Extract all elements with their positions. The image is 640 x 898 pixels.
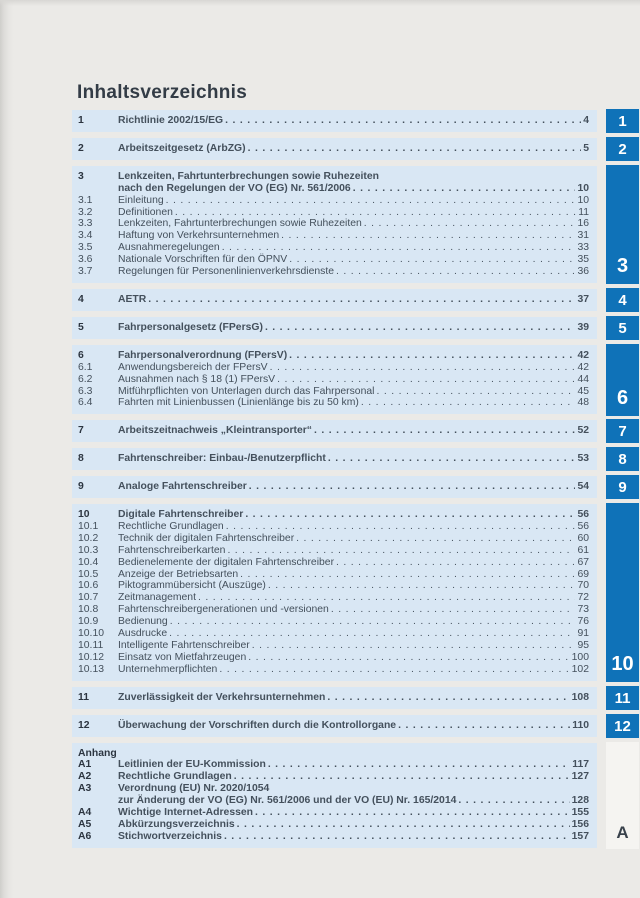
toc-entry-number: 3.2	[78, 206, 93, 218]
toc-section-band-4	[72, 289, 597, 311]
toc-entry-A1	[72, 759, 597, 771]
dot-leader	[224, 831, 570, 843]
toc-entry-number: 5	[78, 321, 84, 333]
section-tab-12	[606, 714, 639, 738]
dot-leader	[296, 533, 575, 545]
dot-leader	[364, 218, 576, 230]
section-tab-2	[606, 137, 639, 161]
toc-entry-number: A6	[78, 830, 92, 842]
toc-entry-title: zur Änderung der VO (EG) Nr. 561/2006 und der VO (EU) Nr. 165/2014	[118, 795, 457, 807]
toc-entry-number: 10.7	[78, 592, 99, 604]
toc-entry-10.8	[72, 604, 597, 616]
toc-entry-line	[118, 171, 597, 183]
section-tab-label: 7	[618, 422, 627, 440]
toc-entry-number: 3	[78, 170, 84, 182]
toc-entry-number: 10.12	[78, 651, 105, 663]
toc-entry-number: 10.3	[78, 544, 99, 556]
toc-entry-8	[72, 453, 597, 465]
toc-entry-number: 6.3	[78, 385, 93, 397]
toc-entry-number: 10.8	[78, 604, 99, 616]
toc-entry-number: 11	[78, 691, 89, 703]
toc-entry-page-number: 42	[577, 361, 589, 373]
toc-entry-page-number: 44	[577, 373, 589, 385]
toc-entry-2	[72, 143, 597, 155]
dot-leader	[148, 294, 575, 306]
toc-entry-number: 6.4	[78, 397, 93, 409]
toc-entry-10.9	[72, 616, 597, 628]
toc-entry-title: Einleitung	[118, 194, 164, 206]
toc-entry-line	[118, 374, 597, 386]
toc-entry-title: Anzeige der Betriebsarten	[118, 568, 239, 580]
dot-leader	[198, 592, 575, 604]
section-tab-A	[606, 742, 639, 849]
toc-entry-title: nach den Regelungen der VO (EG) Nr. 561/2006	[118, 182, 351, 194]
toc-entry-number: 6.1	[78, 361, 93, 373]
toc-section-band-2	[72, 138, 597, 160]
toc-entry-10.13	[72, 664, 597, 676]
toc-entry-number: 4	[78, 293, 84, 305]
toc-entry-4	[72, 294, 597, 306]
toc-entry-page-number: 110	[572, 719, 589, 731]
toc-entry-number: A5	[78, 818, 92, 830]
toc-entry-number: 3.1	[78, 194, 93, 206]
dot-leader	[175, 207, 576, 219]
section-tab-4	[606, 288, 639, 312]
toc-entry-A3	[72, 783, 597, 807]
toc-entry-title: Rechtliche Grundlagen	[118, 520, 224, 532]
toc-entry-line	[118, 183, 597, 195]
section-tab-7	[606, 419, 639, 443]
toc-section-band-A	[72, 743, 597, 848]
toc-entry-number: 10.6	[78, 580, 99, 592]
toc-entry-line	[118, 362, 597, 374]
dot-leader	[240, 569, 575, 581]
toc-entry-number: 10.10	[78, 628, 105, 640]
toc-entry-line	[118, 218, 597, 230]
dot-leader	[237, 819, 570, 831]
toc-entry-10.1	[72, 521, 597, 533]
toc-entry-title: AETR	[118, 293, 147, 305]
dot-leader	[170, 616, 576, 628]
toc-entry-title: Nationale Vorschriften für den ÖPNV	[118, 254, 288, 266]
section-tab-label: 10	[611, 653, 634, 675]
toc-entry-number: 10.11	[78, 640, 104, 651]
dot-leader	[289, 350, 575, 362]
toc-entry-11	[72, 692, 597, 704]
toc-entry-line	[118, 350, 597, 362]
toc-entry-page-number: 10	[577, 182, 589, 194]
toc-entry-page-number: 60	[577, 532, 589, 544]
toc-entry-10.2	[72, 533, 597, 545]
toc-section-band-10	[72, 504, 597, 681]
dot-leader	[328, 453, 576, 465]
section-tab-label: A	[616, 823, 629, 842]
toc-entry-page-number: 56	[577, 509, 589, 521]
toc-entry-page-number: 42	[577, 349, 589, 361]
toc-entry-page-number: 35	[577, 254, 589, 266]
toc-entry-page-number: 91	[577, 628, 589, 640]
toc-entry-title: Ausdrucke	[118, 628, 168, 640]
toc-entry-line	[118, 592, 597, 604]
dot-leader	[248, 652, 569, 664]
toc-entry-page-number: 33	[577, 242, 589, 254]
section-tab-6	[606, 344, 639, 416]
toc-entry-10.4	[72, 557, 597, 569]
dot-leader	[169, 628, 575, 640]
toc-entry-6.4	[72, 397, 597, 409]
toc-entry-title: Ausnahmeregelungen	[118, 242, 220, 254]
dot-leader	[245, 509, 575, 521]
toc-entry-title: Lenkzeiten, Fahrtunterbrechungen sowie Ruhezeiten	[118, 170, 379, 182]
dot-leader	[398, 720, 570, 732]
section-tab-label: 12	[614, 717, 631, 735]
toc-entry-6	[72, 350, 597, 362]
toc-entry-line	[118, 616, 597, 628]
toc-entry-10.11	[72, 640, 597, 652]
toc-entry-page-number: 100	[571, 651, 589, 663]
toc-entry-3.6	[72, 254, 597, 266]
toc-entry-number: A4	[78, 807, 92, 819]
toc-entry-page-number: 54	[577, 481, 589, 493]
dot-leader	[268, 580, 576, 592]
toc-entry-line	[118, 533, 597, 545]
toc-entry-line	[118, 266, 597, 278]
toc-entry-page-number: 108	[571, 691, 589, 703]
toc-entry-number: A2	[78, 771, 92, 783]
toc-entry-page-number: 45	[577, 385, 589, 397]
toc-entry-3.1	[72, 195, 597, 207]
toc-entry-title: Fahrten mit Linienbussen (Linienlänge bis zu 50 km)	[118, 397, 359, 409]
section-tab-label: 3	[616, 255, 629, 277]
toc-entry-page-number: 37	[577, 293, 589, 305]
toc-entry-10.7	[72, 592, 597, 604]
toc-entry-title: Abkürzungsverzeichnis	[118, 818, 235, 830]
toc-entry-A5	[72, 819, 597, 831]
toc-entry-line	[118, 386, 597, 398]
section-tab-label: 2	[618, 140, 627, 158]
toc-entry-number: 3.7	[78, 266, 93, 278]
toc-entry-7	[72, 425, 597, 437]
toc-entry-title: Arbeitszeitnachweis „Kleintransporter“	[118, 425, 313, 437]
toc-entry-title: Wichtige Internet-Adressen	[118, 807, 254, 819]
toc-entry-number: 2	[78, 142, 84, 154]
dot-leader	[225, 115, 581, 127]
toc-entry-page-number: 53	[577, 453, 589, 465]
toc-entry-title: Definitionen	[118, 206, 173, 218]
toc-entry-10	[72, 509, 597, 521]
toc-entry-number: 10.2	[78, 532, 99, 544]
toc-entry-title: Ausnahmen nach § 18 (1) FPersV	[118, 373, 276, 385]
dot-leader	[336, 557, 575, 569]
toc-entry-title: Fahrtenschreibergenerationen und -versionen	[118, 604, 329, 616]
toc-entry-A4	[72, 807, 597, 819]
toc-entry-title: Unternehmerpflichten	[118, 663, 218, 675]
toc-entry-title: Analoge Fahrtenschreiber	[118, 481, 247, 493]
toc-entry-number: 12	[78, 719, 90, 731]
toc-entry-title: Fahrtenschreiberkarten	[118, 544, 226, 556]
toc-entry-page-number: 70	[577, 580, 589, 592]
section-tab-3	[606, 165, 639, 284]
toc-entry-line	[118, 425, 597, 437]
section-tab-8	[606, 447, 639, 471]
dot-leader	[252, 640, 576, 652]
section-tab-label: 4	[618, 291, 627, 309]
toc-section-band-8	[72, 448, 597, 470]
toc-entry-number: 10.9	[78, 616, 99, 628]
toc-entry-title: Richtlinie 2002/15/EG	[118, 115, 224, 126]
toc-section-band-1	[72, 110, 597, 132]
dot-leader	[234, 771, 570, 783]
toc-entry-line	[118, 720, 597, 732]
dot-leader	[226, 521, 576, 533]
toc-entry-6.1	[72, 362, 597, 374]
toc-entry-1	[72, 115, 597, 127]
toc-entry-line	[118, 640, 597, 652]
toc-entry-title: Arbeitszeitgesetz (ArbZG)	[118, 142, 246, 154]
toc-entry-line	[118, 207, 597, 219]
toc-entry-line	[118, 807, 597, 819]
toc-entry-10.10	[72, 628, 597, 640]
toc-entry-page-number: 157	[571, 830, 589, 842]
dot-leader	[458, 795, 569, 807]
toc-entry-number: A1	[78, 759, 92, 771]
toc-section-band-3	[72, 166, 597, 283]
toc-entry-line	[118, 397, 597, 409]
toc-entry-line	[118, 294, 597, 306]
toc-entry-line	[118, 521, 597, 533]
section-tab-1	[606, 109, 639, 133]
dot-leader	[361, 397, 576, 409]
toc-entry-title: Technik der digitalen Fahrtenschreiber	[118, 532, 295, 544]
dot-leader	[227, 545, 575, 557]
section-tab-11	[606, 686, 639, 710]
toc-entry-page-number: 155	[571, 807, 589, 819]
toc-entry-3.4	[72, 230, 597, 242]
toc-entry-number: 3.3	[78, 218, 93, 230]
dot-leader	[336, 266, 575, 278]
toc-section-band-9	[72, 476, 597, 498]
toc-entry-line	[118, 604, 597, 616]
toc-section-band-11	[72, 687, 597, 709]
toc-entry-title: Digitale Fahrtenschreiber	[118, 509, 244, 521]
toc-entry-number: 9	[78, 481, 84, 493]
toc-entry-number: 10.5	[78, 568, 99, 580]
toc-entry-A2	[72, 771, 597, 783]
dot-leader	[248, 143, 582, 155]
toc-entry-line	[118, 230, 597, 242]
toc-entry-line	[118, 569, 597, 581]
toc-entry-title: Fahrpersonalgesetz (FPersG)	[118, 321, 263, 333]
toc-entry-page-number: 128	[571, 795, 589, 807]
dot-leader	[270, 362, 576, 374]
toc-entry-line	[118, 692, 597, 704]
toc-entry-page-number: 52	[577, 425, 589, 437]
toc-entry-page-number: 67	[577, 556, 589, 568]
toc-appendix-label	[72, 748, 597, 760]
dot-leader	[277, 374, 575, 386]
toc-entry-6.2	[72, 374, 597, 386]
toc-entry-title: Anwendungsbereich der FPersV	[118, 361, 268, 373]
toc-entry-line	[118, 453, 597, 465]
toc-entry-12	[72, 720, 597, 732]
dot-leader	[331, 604, 576, 616]
toc-entry-title: Fahrpersonalverordnung (FPersV)	[118, 349, 288, 361]
toc-list	[72, 110, 597, 854]
toc-appendix-label-text: Anhang	[78, 747, 117, 759]
toc-entry-page-number: 4	[583, 115, 589, 126]
toc-entry-page-number: 72	[577, 592, 589, 604]
dot-leader	[327, 692, 569, 704]
toc-entry-6.3	[72, 386, 597, 398]
toc-entry-page-number: 102	[571, 663, 589, 675]
toc-entry-line	[118, 771, 597, 783]
section-tab-label: 11	[614, 689, 631, 707]
toc-entry-3.2	[72, 207, 597, 219]
toc-entry-page-number: 117	[572, 759, 589, 771]
toc-entry-page-number: 48	[577, 397, 589, 409]
toc-entry-3.3	[72, 218, 597, 230]
toc-entry-number: A3	[78, 783, 92, 795]
toc-entry-line	[118, 783, 597, 795]
toc-entry-page-number: 39	[577, 321, 589, 333]
toc-entry-page-number: 69	[577, 568, 589, 580]
dot-leader	[255, 807, 570, 819]
toc-entry-page-number: 5	[583, 142, 589, 154]
dot-leader	[166, 195, 576, 207]
toc-entry-line	[118, 115, 597, 127]
toc-entry-number: 10	[78, 509, 90, 521]
toc-entry-title: Stichwortverzeichnis	[118, 830, 222, 842]
toc-entry-page-number: 61	[577, 544, 589, 556]
toc-entry-line	[118, 509, 597, 521]
toc-entry-10.3	[72, 545, 597, 557]
toc-entry-title: Bedienelemente der digitalen Fahrtenschreiber	[118, 556, 335, 568]
toc-entry-page-number: 11	[578, 206, 589, 218]
toc-entry-number: 3.5	[78, 242, 93, 254]
toc-entry-title: Lenkzeiten, Fahrtunterbrechungen sowie Ruhezeiten	[118, 218, 362, 230]
toc-entry-title: Einsatz von Mietfahrzeugen	[118, 651, 247, 663]
section-tab-9	[606, 475, 639, 499]
toc-entry-page-number: 76	[577, 616, 589, 628]
toc-entry-number: 7	[78, 425, 84, 437]
toc-entry-10.5	[72, 569, 597, 581]
toc-entry-page-number: 36	[577, 266, 589, 278]
toc-entry-line	[118, 557, 597, 569]
section-tab-label: 1	[618, 112, 627, 130]
dot-leader	[265, 322, 576, 334]
toc-entry-line	[118, 759, 597, 771]
toc-entry-3.7	[72, 266, 597, 278]
dot-leader	[222, 242, 576, 254]
toc-entry-title: Piktogrammübersicht (Auszüge)	[118, 580, 266, 592]
toc-entry-line	[118, 195, 597, 207]
dot-leader	[219, 664, 569, 676]
toc-entry-title: Mitführpflichten von Unterlagen durch das Fahrpersonal	[118, 385, 375, 397]
toc-section-band-5	[72, 317, 597, 339]
toc-entry-line	[118, 652, 597, 664]
dot-leader	[314, 425, 575, 437]
toc-entry-page-number: 95	[577, 640, 589, 651]
dot-leader	[353, 183, 576, 195]
dot-leader	[376, 386, 575, 398]
toc-entry-10.12	[72, 652, 597, 664]
dot-leader	[268, 759, 570, 771]
section-tab-5	[606, 316, 639, 340]
toc-entry-title: Bedienung	[118, 616, 168, 628]
section-tab-label: 6	[616, 387, 629, 409]
toc-section-band-7	[72, 420, 597, 442]
toc-entry-title: Haftung von Verkehrsunternehmen	[118, 230, 280, 242]
toc-entry-5	[72, 322, 597, 334]
toc-entry-line	[118, 242, 597, 254]
toc-entry-page-number: 127	[571, 771, 589, 783]
section-tab-10	[606, 503, 639, 682]
toc-entry-page-number: 31	[577, 230, 589, 242]
toc-entry-page-number: 73	[577, 604, 589, 616]
toc-entry-line	[118, 580, 597, 592]
toc-entry-number: 6	[78, 349, 84, 361]
toc-entry-title: Verordnung (EU) Nr. 2020/1054	[118, 783, 270, 795]
toc-entry-10.6	[72, 580, 597, 592]
toc-entry-title: Rechtliche Grundlagen	[118, 771, 232, 783]
toc-section-band-12	[72, 715, 597, 737]
toc-entry-line	[118, 481, 597, 493]
section-tab-label: 9	[618, 478, 627, 496]
toc-entry-A6	[72, 831, 597, 843]
toc-section-band-6	[72, 345, 597, 415]
toc-entry-number: 10.13	[78, 663, 105, 675]
toc-entry-line	[118, 322, 597, 334]
toc-entry-number: 3.4	[78, 230, 93, 242]
toc-entry-title: Überwachung der Vorschriften durch die Kontrollorgane	[118, 719, 397, 731]
toc-entry-line	[118, 143, 597, 155]
section-tab-label: 5	[618, 319, 627, 337]
toc-entry-line	[118, 628, 597, 640]
toc-entry-page-number: 156	[571, 818, 589, 830]
toc-entry-title: Intelligente Fahrtenschreiber	[118, 640, 250, 651]
toc-entry-title: Zuverlässigkeit der Verkehrsunternehmen	[118, 691, 326, 703]
toc-entry-page-number: 16	[577, 218, 589, 230]
toc-entry-line	[118, 545, 597, 557]
toc-entry-9	[72, 481, 597, 493]
section-tab-label: 8	[618, 450, 627, 468]
toc-entry-number: 8	[78, 453, 84, 465]
toc-entry-title: Leitlinien der EU-Kommission	[118, 759, 266, 771]
toc-entry-line	[118, 254, 597, 266]
toc-entry-page-number: 56	[577, 520, 589, 532]
toc-entry-line	[118, 664, 597, 676]
page-title: Inhaltsverzeichnis	[77, 82, 248, 103]
toc-entry-3.5	[72, 242, 597, 254]
toc-entry-line	[118, 819, 597, 831]
toc-entry-number: 1	[78, 115, 84, 126]
toc-entry-3	[72, 171, 597, 195]
toc-entry-line	[118, 831, 597, 843]
dot-leader	[281, 230, 575, 242]
toc-entry-number: 10.4	[78, 556, 99, 568]
toc-entry-line	[118, 795, 597, 807]
dot-leader	[289, 254, 575, 266]
toc-entry-title: Regelungen für Personenlinienverkehrsdienste	[118, 266, 335, 278]
toc-entry-number: 10.1	[78, 520, 99, 532]
toc-entry-page-number: 10	[577, 194, 589, 206]
toc-entry-title: Zeitmanagement	[118, 592, 196, 604]
toc-entry-number: 3.6	[78, 254, 93, 266]
dot-leader	[249, 481, 576, 493]
toc-entry-title: Fahrtenschreiber: Einbau-/Benutzerpflicht	[118, 453, 326, 465]
toc-entry-number: 6.2	[78, 373, 93, 385]
